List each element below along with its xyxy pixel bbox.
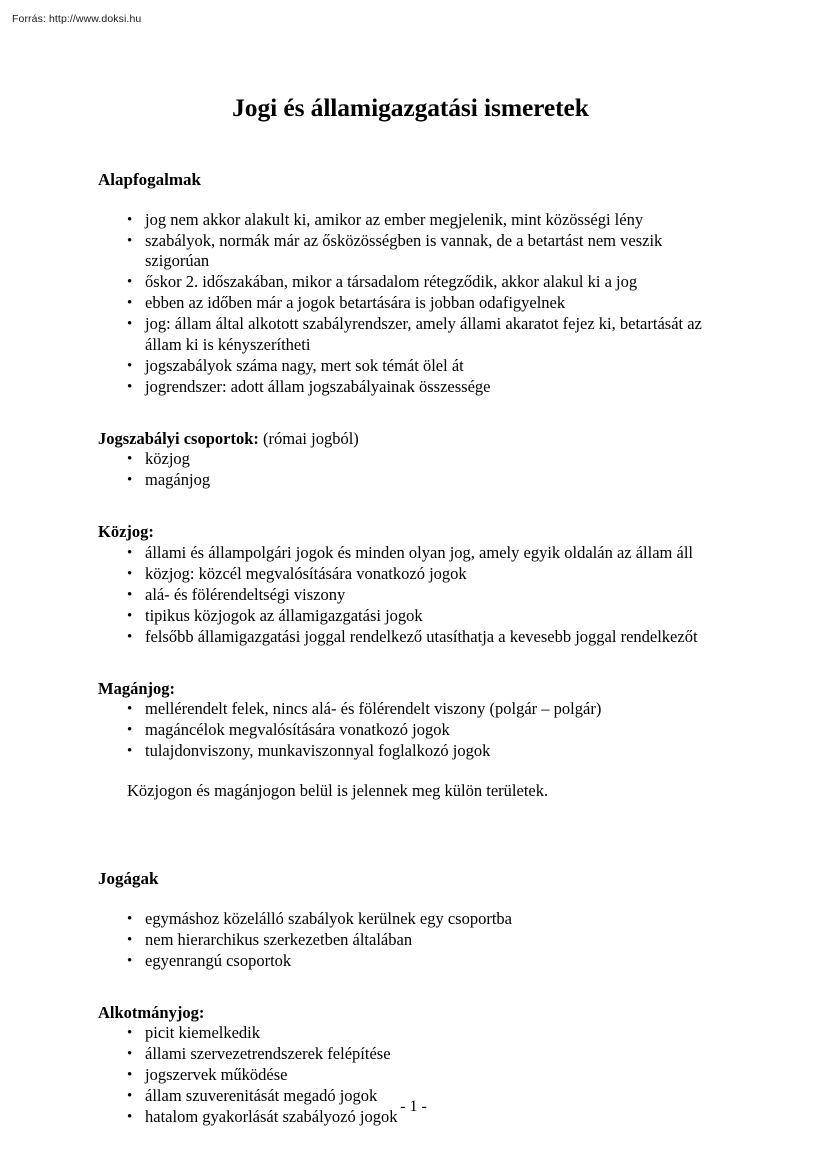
list-item: • egymáshoz közelálló szabályok kerülnek egy csoportba bbox=[145, 909, 723, 930]
section-alapfogalmak bbox=[98, 169, 723, 398]
spacer bbox=[98, 648, 723, 678]
page-title: Jogi és államigazgatási ismeretek bbox=[232, 93, 589, 122]
list-item: • felsőbb államigazgatási joggal rendelkező utasíthatja a kevesebb joggal rendelkezőt bbox=[145, 627, 723, 648]
list-jogagak bbox=[98, 909, 723, 972]
spacer bbox=[98, 890, 723, 909]
heading-jogszabalyi-csoportok-note: (római jogból) bbox=[258, 428, 359, 448]
list-item: • jogszabályok száma nagy, mert sok témát ölel át bbox=[145, 356, 723, 377]
list-item: • állami és állampolgári jogok és minden olyan jog, amely egyik oldalán az állam áll bbox=[145, 543, 723, 564]
list-item: • jogrendszer: adott állam jogszabályainak összessége bbox=[145, 377, 723, 398]
section-maganjog bbox=[98, 678, 723, 802]
source-header: Forrás: http://www.doksi.hu bbox=[12, 13, 142, 25]
spacer bbox=[98, 124, 723, 169]
list-item: • tipikus közjogok az államigazgatási jogok bbox=[145, 606, 723, 627]
list-maganjog bbox=[98, 699, 723, 762]
list-item: • hatalom gyakorlását szabályozó jogok bbox=[145, 1107, 723, 1128]
list-item: • nem hierarchikus szerkezetben általában bbox=[145, 930, 723, 951]
section-jogagak bbox=[98, 868, 723, 972]
spacer bbox=[98, 802, 723, 868]
heading-jogszabalyi-csoportok bbox=[98, 428, 723, 449]
section-kozjog bbox=[98, 521, 723, 647]
list-item: • állami szervezetrendszerek felépítése bbox=[145, 1044, 723, 1065]
list-item: • őskor 2. időszakában, mikor a társadalom rétegződik, akkor alakul ki a jog bbox=[145, 272, 723, 293]
list-item: • jogszervek működése bbox=[145, 1065, 723, 1086]
list-item: • közjog bbox=[145, 449, 723, 470]
list-item: • alá- és fölérendeltségi viszony bbox=[145, 585, 723, 606]
list-item: • jog nem akkor alakult ki, amikor az ember megjelenik, mint közösségi lény bbox=[145, 210, 723, 231]
list-item: • állam szuverenitását megadó jogok bbox=[145, 1086, 723, 1107]
document-content bbox=[98, 92, 723, 1128]
list-item: • magáncélok megvalósítására vonatkozó jogok bbox=[145, 720, 723, 741]
heading-maganjog: Magánjog: bbox=[98, 678, 175, 698]
paragraph-kozjogon-maganjogon: Közjogon és magánjogon belül is jelennek meg külön területek. bbox=[127, 781, 549, 801]
heading-alapfogalmak: Alapfogalmak bbox=[98, 169, 201, 189]
list-item: • közjog: közcél megvalósítására vonatkozó jogok bbox=[145, 564, 723, 585]
heading-jogagak: Jogágak bbox=[98, 868, 159, 888]
list-alapfogalmak bbox=[98, 210, 723, 398]
list-item: • picit kiemelkedik bbox=[145, 1023, 723, 1044]
spacer bbox=[98, 972, 723, 1002]
spacer bbox=[98, 398, 723, 428]
heading-kozjog: Közjog: bbox=[98, 522, 154, 542]
list-item: • szabályok, normák már az ősközösségben is vannak, de a betartást nem veszik szigorúan bbox=[145, 231, 723, 272]
page-number: - 1 - bbox=[400, 1098, 427, 1115]
spacer bbox=[98, 491, 723, 521]
spacer bbox=[98, 191, 723, 210]
heading-alkotmanyjog: Alkotmányjog: bbox=[98, 1002, 205, 1022]
list-item: • egyenrangú csoportok bbox=[145, 951, 723, 972]
list-item: • ebben az időben már a jogok betartására is jobban odafigyelnek bbox=[145, 293, 723, 314]
list-kozjog bbox=[98, 543, 723, 648]
heading-jogszabalyi-csoportok-bold: Jogszabályi csoportok: bbox=[98, 428, 259, 448]
list-item: • mellérendelt felek, nincs alá- és fölérendelt viszony (polgár – polgár) bbox=[145, 699, 723, 720]
spacer bbox=[98, 762, 723, 781]
list-item: • jog: állam által alkotott szabályrendszer, amely állami akaratot fejez ki, betartását az állam ki is kényszerítheti bbox=[145, 314, 723, 355]
section-jogszabalyi-csoportok bbox=[98, 428, 723, 491]
list-item: • tulajdonviszony, munkaviszonnyal foglalkozó jogok bbox=[145, 741, 723, 762]
list-item: • magánjog bbox=[145, 470, 723, 491]
list-jogszabalyi-csoportok bbox=[98, 449, 723, 491]
